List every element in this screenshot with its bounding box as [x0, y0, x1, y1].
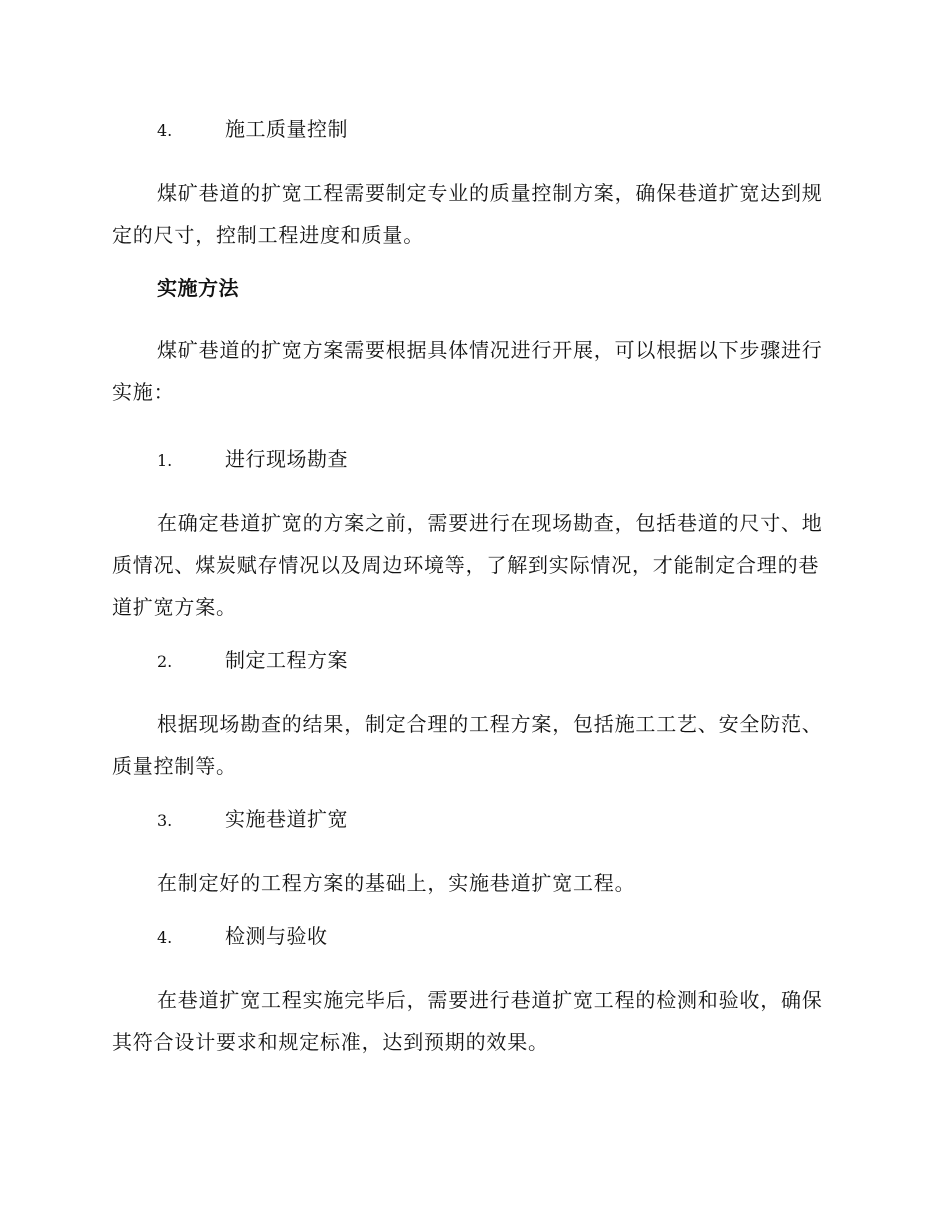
list-title: 制定工程方案 [225, 648, 348, 672]
list-title: 实施巷道扩宽 [225, 807, 348, 831]
implementation-section-title: 实施方法 [157, 276, 239, 300]
implementation-intro-paragraph: 煤矿巷道的扩宽方案需要根据具体情况进行开展，可以根据以下步骤进行实施： [112, 338, 823, 404]
list-title: 施工质量控制 [225, 117, 348, 141]
list-number: 3. [157, 811, 173, 830]
step-4-paragraph: 在巷道扩宽工程实施完毕后，需要进行巷道扩宽工程的检测和验收，确保其符合设计要求和规定标准，达到预期的效果。 [112, 988, 823, 1054]
step-3-paragraph: 在制定好的工程方案的基础上，实施巷道扩宽工程。 [157, 871, 636, 895]
list-number: 4. [157, 928, 173, 947]
step-3-heading [157, 802, 832, 838]
quality-control-heading [157, 112, 832, 148]
list-number: 4. [157, 121, 173, 140]
step-2-heading [157, 643, 832, 679]
document-content [112, 112, 832, 1063]
list-number: 2. [157, 652, 173, 671]
step-1-heading [157, 442, 832, 478]
step-1-paragraph: 在确定巷道扩宽的方案之前，需要进行在现场勘查，包括巷道的尺寸、地质情况、煤炭赋存情况以及周边环境等，了解到实际情况，才能制定合理的巷道扩宽方案。 [112, 511, 823, 619]
list-number: 1. [157, 451, 173, 470]
step-2-paragraph: 根据现场勘查的结果，制定合理的工程方案，包括施工工艺、安全防范、质量控制等。 [112, 712, 823, 778]
step-4-heading [157, 919, 832, 955]
list-title: 进行现场勘查 [225, 447, 348, 471]
list-title: 检测与验收 [225, 924, 328, 948]
quality-control-paragraph: 煤矿巷道的扩宽工程需要制定专业的质量控制方案，确保巷道扩宽达到规定的尺寸，控制工程进度和质量。 [112, 181, 823, 247]
